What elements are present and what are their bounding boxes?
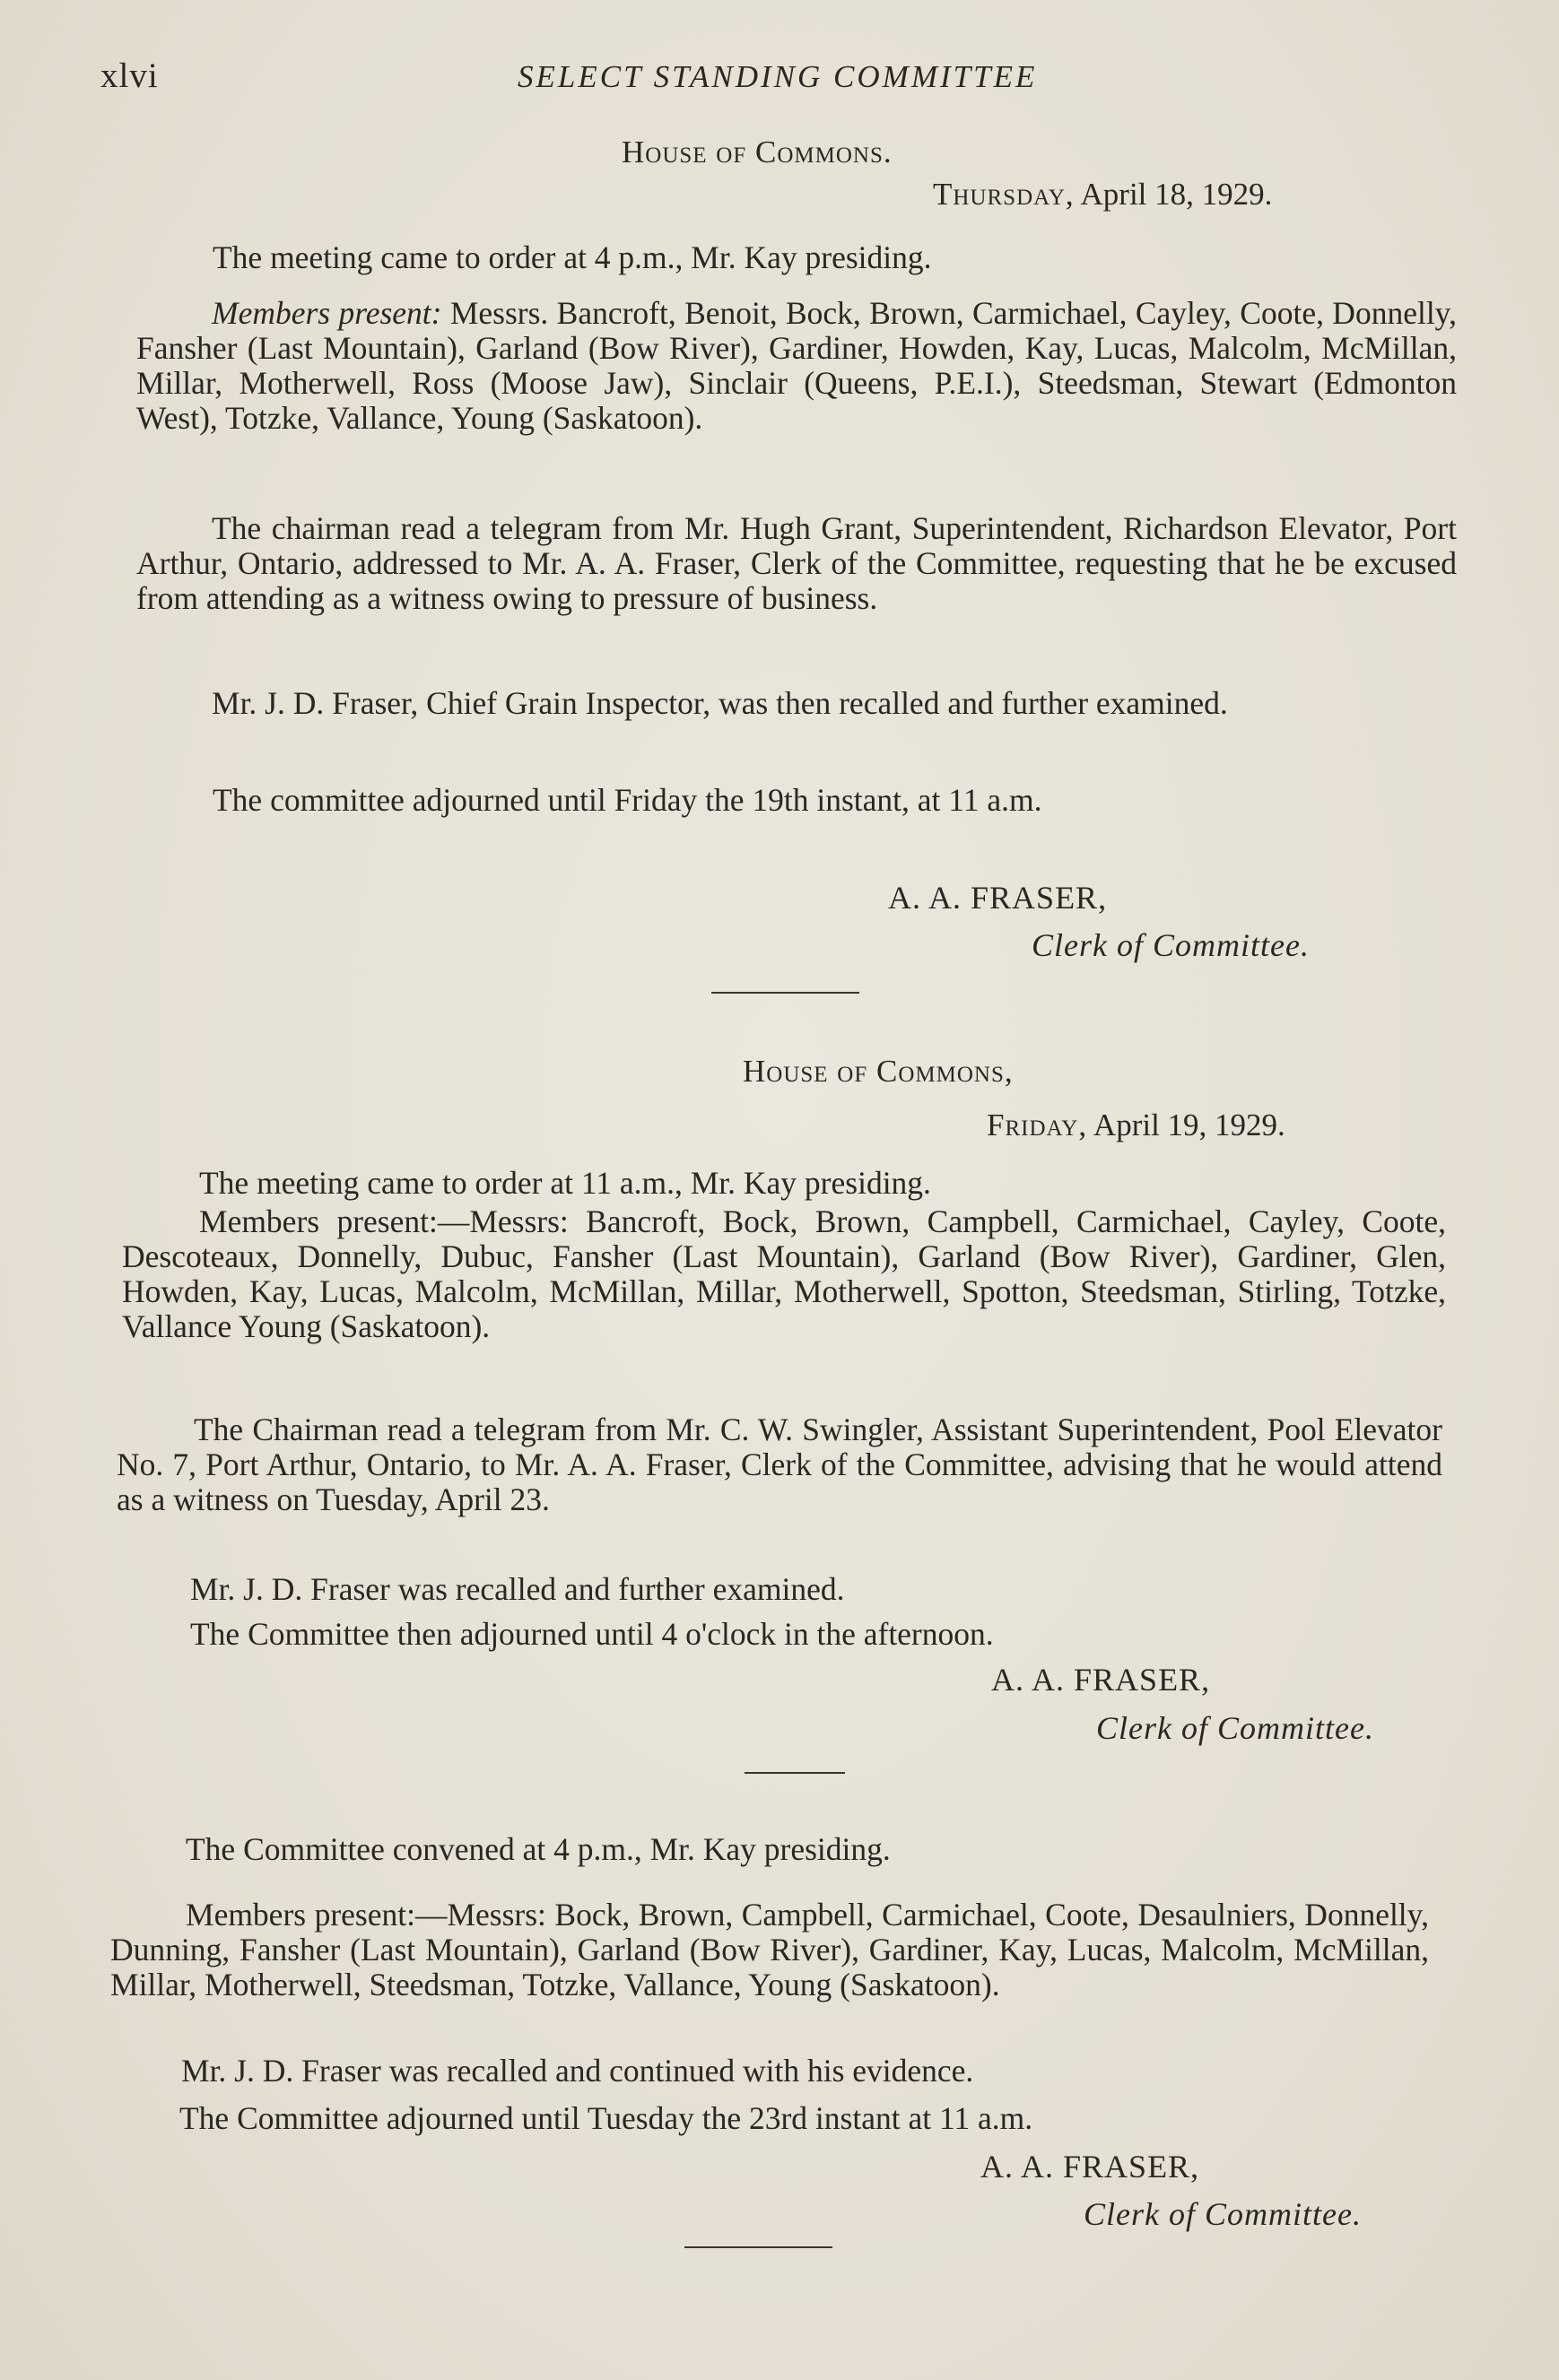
meeting-opening: The meeting came to order at 4 p.m., Mr. Kay presiding. (213, 239, 932, 275)
members-present (136, 296, 1457, 436)
witness-paragraph: Mr. J. D. Fraser was recalled and continued with his evidence. (181, 2053, 974, 2089)
members-present: Members present:—Messrs: Bock, Brown, Campbell, Carmichael, Coote, Desaulniers, Donnelly, Dunning, Fansher (Last Mountain), Garland (Bow River), Gardiner, Kay, Lucas, Malcolm, McMillan, Millar, Motherwell, Steedsman, Totzke, Vallance, Young (Saskatoon). (110, 1897, 1429, 2002)
witness-paragraph: Mr. J. D. Fraser, Chief Grain Inspector, was then recalled and further examined. (212, 685, 1228, 721)
meeting-opening: The Committee convened at 4 p.m., Mr. Kay presiding. (186, 1831, 891, 1867)
meeting-place: House of Commons. (622, 135, 893, 169)
meeting-day: Friday, (987, 1107, 1088, 1142)
adjourn-paragraph: The Committee then adjourned until 4 o'clock in the afternoon. (190, 1616, 994, 1652)
telegram-paragraph: The Chairman read a telegram from Mr. C. W. Swingler, Assistant Superintendent, Pool Elevator No. 7, Port Arthur, Ontario, to Mr. A. A. Fraser, Clerk of the Committee, advising that he would attend as a witness on Tuesday, April 23. (117, 1411, 1442, 1517)
section-divider (684, 2246, 832, 2248)
meeting-opening: The meeting came to order at 11 a.m., Mr. Kay presiding. (199, 1165, 931, 1201)
signature-role: Clerk of Committee. (1096, 1710, 1374, 1746)
members-present: Members present:—Messrs: Bancroft, Bock, Brown, Campbell, Carmichael, Cayley, Coote, Descoteaux, Donnelly, Dubuc, Fansher (Last Mountain), Garland (Bow River), Gardiner, Glen, Howden, Kay, Lucas, Malcolm, McMillan, Millar, Motherwell, Spotton, Steedsman, Stirling, Totzke, Vallance Young (Saskatoon). (122, 1203, 1446, 1344)
signature-name: A. A. FRASER, (980, 2149, 1200, 2185)
meeting-date (933, 177, 1272, 213)
meeting-day: Thursday, (933, 177, 1075, 212)
adjourn-paragraph: The committee adjourned until Friday the 19th instant, at 11 a.m. (213, 782, 1042, 818)
signature-role: Clerk of Committee. (1084, 2196, 1362, 2232)
page-number: xlvi (100, 56, 159, 95)
telegram-paragraph: The chairman read a telegram from Mr. Hugh Grant, Superintendent, Richardson Elevator, Port Arthur, Ontario, addressed to Mr. A. A. Fraser, Clerk of the Committee, requesting that he be excused from attending as a witness owing to pressure of business. (136, 510, 1457, 616)
running-title: SELECT STANDING COMMITTEE (518, 59, 1038, 94)
witness-paragraph: Mr. J. D. Fraser was recalled and further examined. (190, 1571, 845, 1607)
meeting-date-value: April 19, 1929. (1093, 1107, 1285, 1142)
section-divider (711, 992, 859, 994)
signature-name: A. A. FRASER, (888, 880, 1108, 916)
adjourn-paragraph: The Committee adjourned until Tuesday the 23rd instant at 11 a.m. (179, 2100, 1033, 2136)
members-present-list: Messrs. Bancroft, Benoit, Bock, Brown, Carmichael, Cayley, Coote, Donnelly, Fansher (Last Mountain), Garland (Bow River), Gardiner, Howden, Kay, Lucas, Malcolm, McMillan, Millar, Motherwell, Ross (Moose Jaw), Sinclair (Queens, P.E.I.), Steedsman, Stewart (Edmonton West), Totzke, Vallance, Young (Saskatoon). (136, 295, 1457, 436)
meeting-date (987, 1107, 1285, 1143)
signature-role: Clerk of Committee. (1032, 927, 1310, 963)
meeting-date-value: April 18, 1929. (1080, 177, 1273, 212)
meeting-place: House of Commons, (743, 1054, 1014, 1089)
page-header (100, 56, 1457, 100)
section-divider (745, 1772, 845, 1774)
signature-name: A. A. FRASER, (991, 1662, 1211, 1698)
members-present-lead: Members present: (212, 295, 442, 331)
